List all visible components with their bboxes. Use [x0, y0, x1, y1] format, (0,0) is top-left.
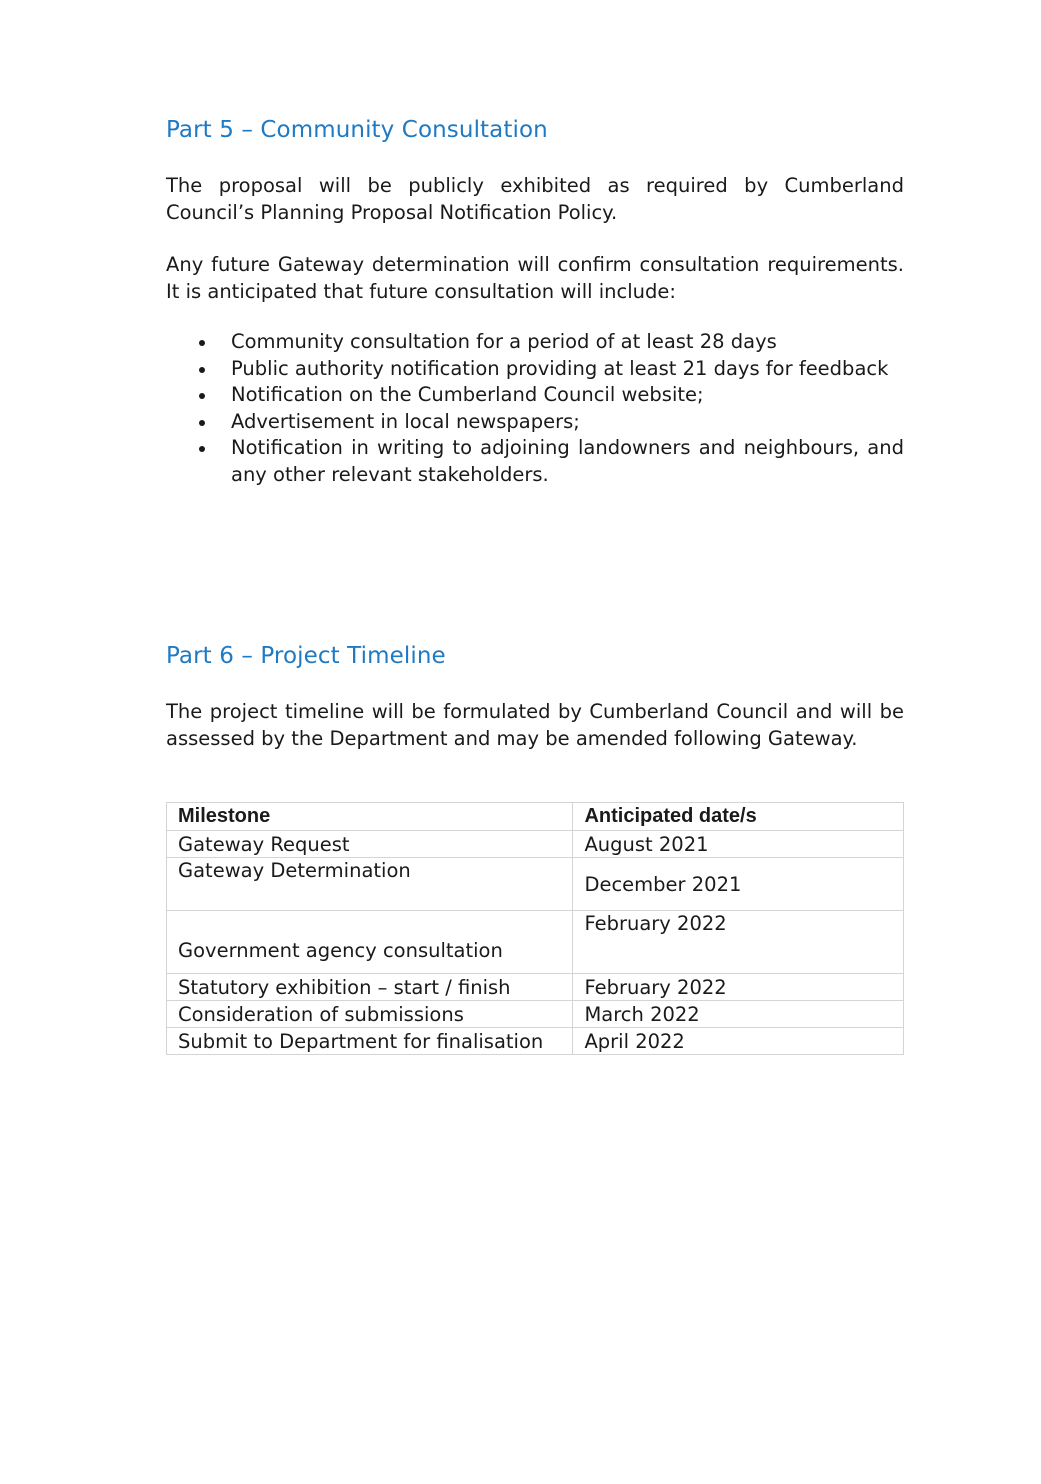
milestone-cell: Submit to Department for finalisation [167, 1028, 573, 1055]
bullet-item: Community consultation for a period of at least 28 days [166, 329, 904, 356]
table-row [167, 911, 904, 974]
bullet-dot-icon [199, 420, 205, 426]
consultation-bullet-list [166, 329, 904, 488]
bullet-dot-icon [199, 367, 205, 373]
table-header-row [167, 803, 904, 831]
part5-paragraph-2: Any future Gateway determination will confirm consultation requirements. It is anticipated that future consultation will include: [166, 253, 904, 303]
bullet-item: Public authority notification providing at least 21 days for feedback [166, 356, 904, 383]
table-row [167, 974, 904, 1001]
table-row [167, 831, 904, 858]
milestone-cell: Gateway Request [167, 831, 573, 858]
date-cell: December 2021 [573, 858, 904, 911]
part6-paragraph-1: The project timeline will be formulated by Cumberland Council and will be assessed by the Department and may be amended following Gateway. [166, 700, 904, 750]
part6-heading: Part 6 – Project Timeline [166, 643, 446, 669]
bullet-dot-icon [199, 340, 205, 346]
milestone-cell: Statutory exhibition – start / finish [167, 974, 573, 1001]
date-cell: April 2022 [573, 1028, 904, 1055]
project-timeline-table [166, 802, 904, 1055]
bullet-dot-icon [199, 393, 205, 399]
milestone-cell: Gateway Determination [167, 858, 573, 911]
part5-heading: Part 5 – Community Consultation [166, 117, 548, 143]
table-row [167, 1028, 904, 1055]
milestone-cell: Government agency consultation [167, 911, 573, 974]
date-cell: February 2022 [573, 911, 904, 974]
bullet-item: Notification in writing to adjoining landowners and neighbours, and any other relevant stakeholders. [166, 435, 904, 488]
date-cell: February 2022 [573, 974, 904, 1001]
bullet-dot-icon [199, 446, 205, 452]
bullet-item: Advertisement in local newspapers; [166, 409, 904, 436]
part5-paragraph-1: The proposal will be publicly exhibited as required by Cumberland Council’s Planning Proposal Notification Policy. [166, 174, 904, 224]
header-milestone: Milestone [167, 803, 573, 831]
milestone-cell: Consideration of submissions [167, 1001, 573, 1028]
table-row [167, 1001, 904, 1028]
date-cell: March 2022 [573, 1001, 904, 1028]
table-row [167, 858, 904, 911]
header-anticipated-dates: Anticipated date/s [573, 803, 904, 831]
bullet-item: Notification on the Cumberland Council website; [166, 382, 904, 409]
date-cell: August 2021 [573, 831, 904, 858]
